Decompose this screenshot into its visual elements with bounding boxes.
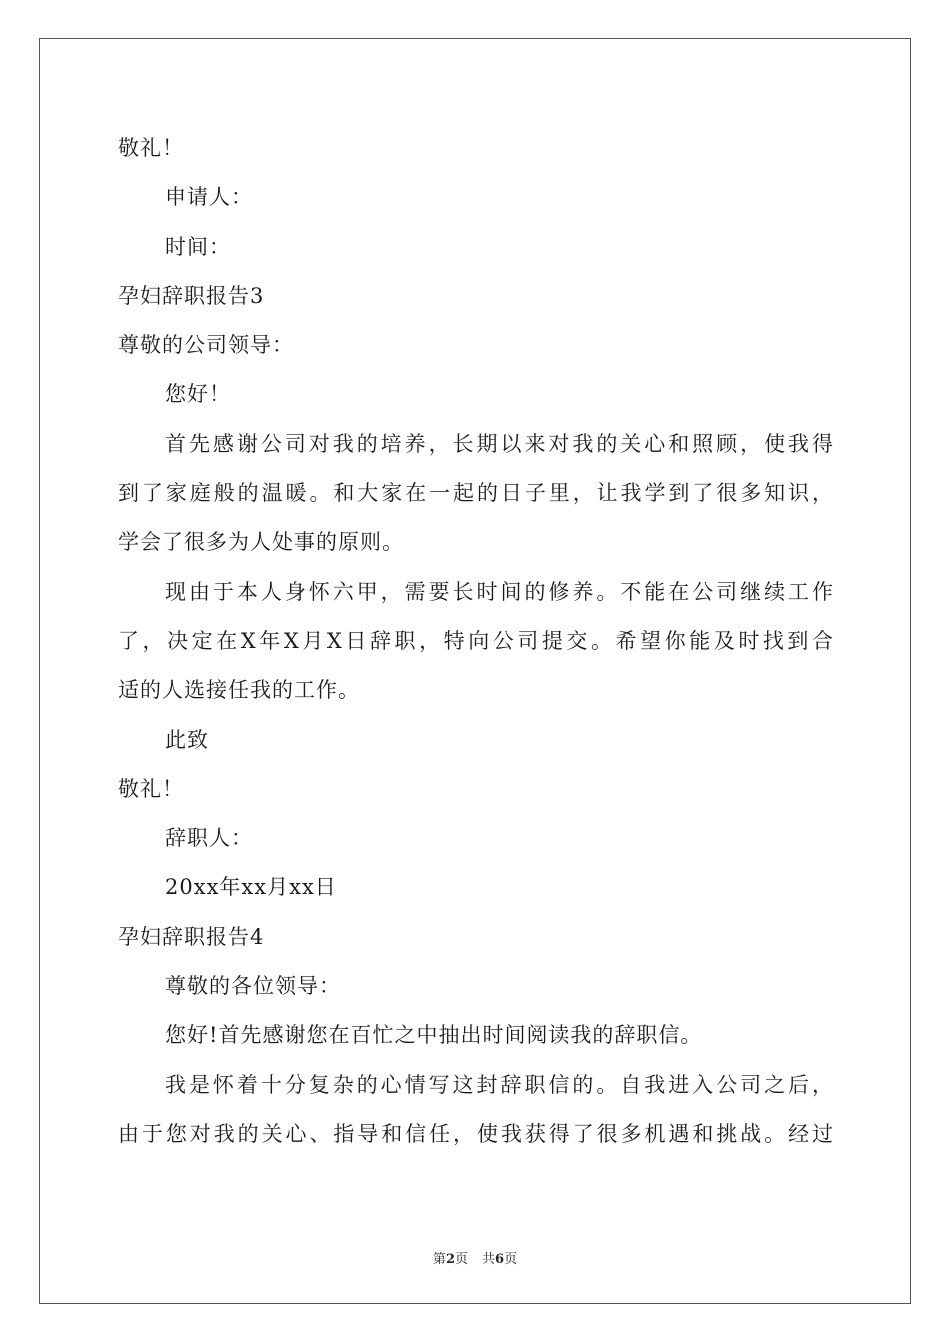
text-line: 首先感谢公司对我的培养，长期以来对我的关心和照顾，使我得 bbox=[165, 431, 834, 456]
text-line: 适的人选接任我的工作。 bbox=[118, 678, 360, 703]
text-line: 时间： bbox=[165, 234, 231, 259]
text-line: 尊敬的各位领导： bbox=[165, 974, 341, 999]
text-line: 20xx年xx月xx日 bbox=[165, 875, 337, 900]
page-footer bbox=[0, 1248, 950, 1267]
text-line: 敬礼！ bbox=[118, 776, 184, 801]
text-line: 申请人： bbox=[165, 185, 253, 210]
text-line: 尊敬的公司领导： bbox=[118, 333, 294, 358]
footer-page-suffix: 页 bbox=[454, 1252, 468, 1267]
text-line: 此致 bbox=[165, 727, 209, 752]
text-line: 孕妇辞职报告4 bbox=[118, 924, 265, 949]
text-line: 辞职人： bbox=[165, 826, 253, 851]
footer-total-pages: 6 bbox=[495, 1252, 505, 1267]
text-line: 学会了很多为人处事的原则。 bbox=[118, 530, 404, 555]
footer-total-prefix: 共 bbox=[482, 1252, 496, 1267]
document-body bbox=[118, 124, 834, 1159]
text-line: 到了家庭般的温暖。和大家在一起的日子里，让我学到了很多知识， bbox=[118, 481, 834, 506]
text-line: 现由于本人身怀六甲，需要长时间的修养。不能在公司继续工作 bbox=[165, 579, 834, 604]
text-line: 由于您对我的关心、指导和信任，使我获得了很多机遇和挑战。经过 bbox=[118, 1121, 834, 1146]
footer-total-suffix: 页 bbox=[504, 1252, 518, 1267]
text-line: 我是怀着十分复杂的心情写这封辞职信的。自我进入公司之后， bbox=[165, 1072, 834, 1097]
text-line: 孕妇辞职报告3 bbox=[118, 283, 265, 308]
text-line: 您好!首先感谢您在百忙之中抽出时间阅读我的辞职信。 bbox=[165, 1023, 703, 1048]
footer-page-number: 2 bbox=[445, 1252, 455, 1267]
text-line: 您好！ bbox=[165, 382, 231, 407]
footer-page-prefix: 第 bbox=[432, 1252, 446, 1267]
text-line: 敬礼！ bbox=[118, 136, 184, 160]
text-line: 了，决定在X年X月X日辞职，特向公司提交。希望你能及时找到合 bbox=[118, 628, 834, 653]
